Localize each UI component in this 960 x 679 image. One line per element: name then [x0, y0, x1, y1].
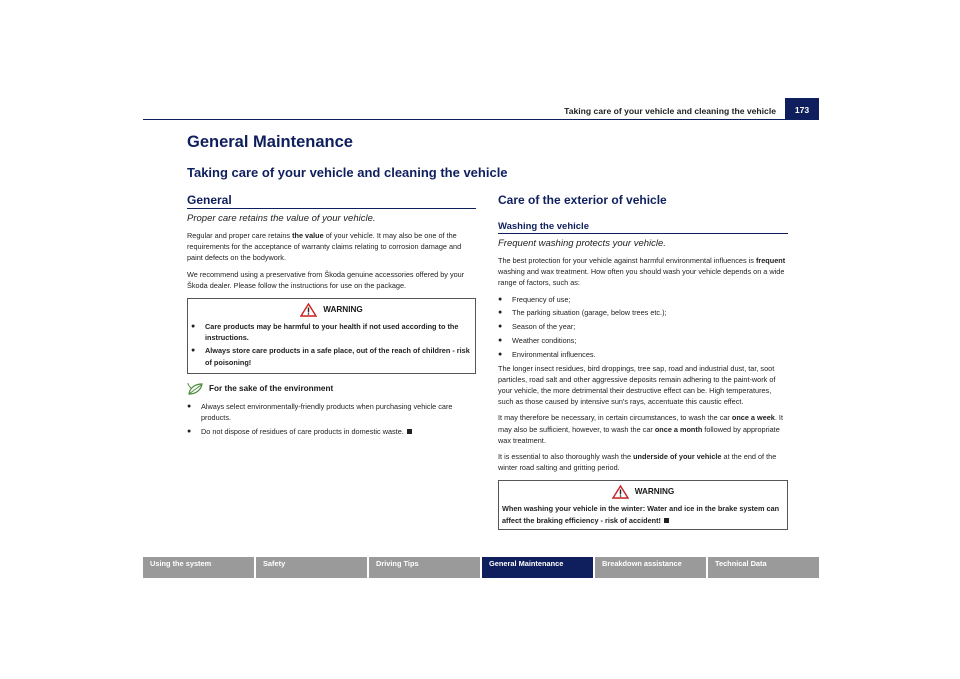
- environment-item: ● Do not dispose of residues of care products in domestic waste.: [187, 426, 476, 437]
- washing-paragraph-2: The longer insect residues, bird droppings, tree sap, road and industrial dust, tar, soot particles, road salt and other aggressive deposits remain adhering to the paint-work of your vehicle, the more detrimental their destructive effect can be. High temperatures, such as those caused by intensive sun's rays, accentuate this caustic effect.: [498, 363, 776, 407]
- end-of-section-mark: [664, 518, 669, 523]
- environment-item: ● Always select environmentally-friendly products when purchasing vehicle care products.: [187, 401, 476, 423]
- warning-triangle-icon: [612, 485, 629, 499]
- leaf-environment-icon: [187, 382, 205, 396]
- tab-using-the-system[interactable]: Using the system: [143, 557, 254, 578]
- warning-box-winter-washing: [498, 480, 788, 529]
- chapter-tab-bar: [143, 557, 819, 578]
- warning-list: [191, 321, 472, 368]
- tab-driving-tips[interactable]: Driving Tips: [369, 557, 480, 578]
- chapter-title: General Maintenance: [187, 133, 353, 151]
- factor-item: ● Frequency of use;: [498, 294, 788, 305]
- factor-list: [498, 294, 788, 360]
- header-rule: [143, 119, 819, 120]
- environment-title: For the sake of the environment: [209, 384, 334, 393]
- end-of-section-mark: [407, 429, 412, 434]
- washing-paragraph-1: The best protection for your vehicle against harmful environmental influences is frequent washing and wax treatment. How often you should wash your vehicle depends on a wide range of factors, such as:: [498, 256, 786, 288]
- environment-list: [187, 401, 476, 437]
- factor-item: ● Season of the year;: [498, 321, 788, 332]
- general-paragraph-1: Regular and proper care retains the value of your vehicle. It may also be one of the requirements for the acceptance of warranty claims relating to corrosion damage and paint defects on the bodywork.: [187, 231, 462, 263]
- general-paragraph-2: We recommend using a preservative from Škoda genuine accessories offered by your Škoda dealer. Please follow the instructions for use on the package.: [187, 269, 465, 290]
- warning-header: [191, 303, 472, 317]
- section-title: Taking care of your vehicle and cleaning the vehicle: [187, 165, 508, 180]
- heading-rule: [187, 208, 476, 209]
- general-heading: General: [187, 193, 232, 207]
- heading-rule: [498, 233, 788, 234]
- exterior-care-heading: Care of the exterior of vehicle: [498, 193, 667, 207]
- washing-paragraph-4: It is essential to also thoroughly wash the underside of your vehicle at the end of the winter road salting and gritting period.: [498, 452, 777, 473]
- warning-text: When washing your vehicle in the winter: Water and ice in the brake system can affect the braking efficiency - risk of accident!: [502, 504, 780, 525]
- tab-general-maintenance[interactable]: General Maintenance: [482, 557, 593, 578]
- factor-item: ● Environmental influences.: [498, 349, 788, 360]
- washing-heading: Washing the vehicle: [498, 221, 589, 232]
- factor-item: ● Weather conditions;: [498, 335, 788, 346]
- warning-title: WARNING: [323, 305, 363, 315]
- washing-subtitle: Frequent washing protects your vehicle.: [498, 238, 666, 249]
- running-title: Taking care of your vehicle and cleaning the vehicle: [564, 106, 776, 116]
- warning-item: ● Always store care products in a safe place, out of the reach of children - risk of poisoning!: [191, 345, 472, 367]
- tab-safety[interactable]: Safety: [256, 557, 367, 578]
- tab-technical-data[interactable]: Technical Data: [708, 557, 819, 578]
- washing-paragraph-3: It may therefore be necessary, in certain circumstances, to wash the car once a week. It may also be sufficient, however, to wash the car once a month followed by appropriate wax treatment.: [498, 413, 783, 445]
- warning-title: WARNING: [634, 487, 675, 497]
- warning-header: [502, 485, 784, 499]
- warning-triangle-icon: [300, 303, 317, 317]
- general-subtitle: Proper care retains the value of your vehicle.: [187, 213, 376, 224]
- warning-item: ● Care products may be harmful to your health if not used according to the instructions.: [191, 321, 472, 343]
- tab-breakdown-assistance[interactable]: Breakdown assistance: [595, 557, 706, 578]
- warning-box-care-products: [187, 298, 476, 374]
- page-number: 173: [785, 98, 819, 120]
- factor-item: ● The parking situation (garage, below trees etc.);: [498, 307, 788, 318]
- environment-header: [187, 382, 476, 396]
- left-column: [187, 193, 476, 440]
- right-column: [498, 193, 788, 538]
